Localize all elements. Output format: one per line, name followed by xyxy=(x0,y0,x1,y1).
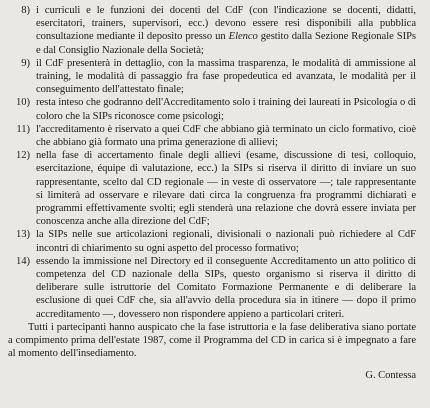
list-item-number: 14) xyxy=(16,255,30,267)
emphasis-text: Elenco xyxy=(228,31,258,43)
list-item-number: 8) xyxy=(21,5,30,16)
numbered-list xyxy=(8,4,416,321)
list-item-text: il CdF presenterà in dettaglio, con la massima trasparenza, le modalità di ammissione al training, le modalità di passaggio fra fase propedeutica ed avanzata, le modalità per il conseguimento dell'attestato finale; xyxy=(36,57,416,96)
list-item xyxy=(8,57,416,97)
list-item xyxy=(8,4,416,57)
list-item-text: la SIPs nelle sue articolazioni regionali, divisionali o nazionali può richiedere al CdF incontri di chiarimento su ogni aspetto del processo formativo; xyxy=(36,229,416,254)
list-item-text: essendo la immissione nel Directory ed il conseguente Accreditamento un atto politico di competenza del CD nazionale della SIPs, questo organismo si riserva il diritto di deliberare sulle istruttorie del Comitato Formazione Permanente e di deliberare la esclusione di quei CdF che, sia all'avvio della procedura sia in itinere — dopo il primo accreditamento —, dovessero non rispondere appieno a particolari criteri. xyxy=(36,255,416,320)
list-item-number: 9) xyxy=(21,57,30,69)
list-item-text: l'accreditamento è riservato a quei CdF che abbiano già terminato un ciclo formativo, cioè che abbiano già formato una prima generazione di allievi; xyxy=(36,123,416,149)
list-item xyxy=(8,255,416,321)
list-item-number: 12) xyxy=(16,150,30,162)
list-item-number: 10) xyxy=(16,97,30,109)
closing-paragraph: Tutti i partecipanti hanno auspicato che la fase istruttoria e la fase deliberativa siano portate a compimento prima dell'estate 1987, come il Programma del CD in carica si è impegnato a fare al momento dell'insediamento. xyxy=(8,321,416,360)
list-item-text: resta inteso che godranno dell'Accreditamento solo i training dei laureati in Psicologia o di coloro che la SIPs riconosce come psicologi; xyxy=(36,97,416,122)
list-item-number: 11) xyxy=(16,123,30,135)
list-item xyxy=(8,123,416,149)
list-item xyxy=(8,149,416,228)
list-item-number: 13) xyxy=(16,229,30,241)
list-item-text: nella fase di accertamento finale degli allievi (esame, discussione di tesi, colloquio, esercitazione, équipe di valutazione, ecc.) la SIPs si riserva il diritto di inviare un suo rappresentante, scelto dal CD regionale — in veste di osservatore —; tale rappresentante si limiterà ad osservare e rilevare dati circa la congruenza fra programmi dichiarati e programmi effettivamente svolti; egli stenderà una relazione che dovrà essere inviata per conoscenza anche alla direzione del CdF; xyxy=(36,150,416,228)
list-item-text: i curriculi e le funzioni dei docenti del CdF (con l'indicazione se docenti, didatti, esercitatori, trainers, supervisori, ecc.) devono essere resi disponibili alla pubblica consultazione mediante il deposito presso un Elenco gestito dalla Sezione Regionale SIPs e dal Consiglio Nazionale della Società; xyxy=(36,5,416,56)
list-item xyxy=(8,228,416,254)
signature: G. Contessa xyxy=(365,369,416,381)
list-item xyxy=(8,96,416,122)
